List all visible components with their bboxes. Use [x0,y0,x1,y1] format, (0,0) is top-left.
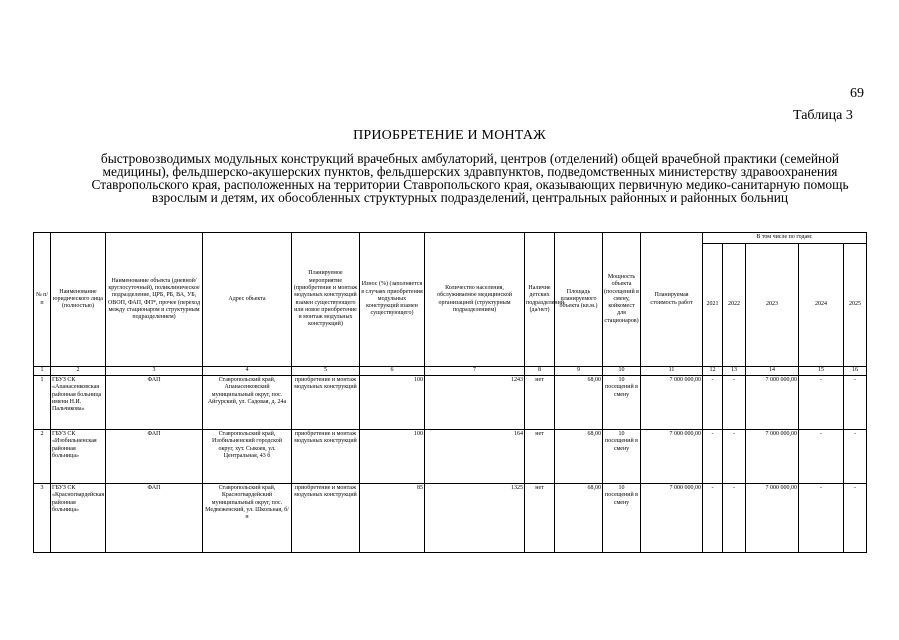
row-2021: - [703,484,723,553]
column-number: 12 [703,367,723,376]
column-number: 13 [723,367,746,376]
document-subtitle: быстровозводимых модульных конструкций врачебных амбулаторий, центров (отделений) общей врачебной практики (семейной медицины), фельдшерско-акушерских пунктов, фельдшерских здравпунктов, подведомственных министерству здравоохранения Ставропольского края, расположенных на территории Ставропольского края, оказывающих первичную медико-санитарную помощь взрослым и детям, их обособленных структурных подразделений, центральных районных и районных больниц [91,151,849,205]
row-capacity: 10 посещений в смену [603,430,641,484]
row-2025: - [844,376,867,430]
row-children: нет [525,484,555,553]
column-number: 8 [525,367,555,376]
header-org: Наименование юридического лица (полностью) [51,233,106,367]
row-measure: приобретение и монтаж модульных конструкций [292,376,360,430]
row-children: нет [525,430,555,484]
row-wear: 85 [360,484,425,553]
column-number: 2 [51,367,106,376]
header-wear: Износ (%) (заполняется в случаях приобретения модульных конструкций взамен существующего) [360,233,425,367]
row-num: 1 [34,376,51,430]
column-number: 9 [555,367,603,376]
document-title: ПРИОБРЕТЕНИЕ И МОНТАЖ [353,128,546,143]
column-number: 6 [360,367,425,376]
header-2025: 2025 [844,244,867,367]
row-2022: - [723,430,746,484]
row-population: 1325 [425,484,525,553]
row-address: Ставропольский край, Изобильненский городской округ, хут. Сыкоев, ул. Центральная, 43 б [203,430,292,484]
header-years-group: В том числе по годам: [703,233,867,244]
header-cost: Планируемая стоимость работ [641,233,703,367]
page-number: 69 [850,86,864,101]
row-2024: - [799,484,844,553]
row-object: ФАП [106,430,203,484]
row-2025: - [844,484,867,553]
header-object: Наименование объекта (дневной/круглосуточный), поликлиническое подразделение, ЦРБ, РБ, ВА, УБ, ОВОП, ФАП, ФП*, прочее (переход между стационаром и структурным подразделением) [106,233,203,367]
row-area: 68,00 [555,484,603,553]
row-org: ГБУЗ СК «Красногвардейская районная больница» [51,484,106,553]
header-population: Количество населения, обслуживаемое медицинской организацией (структурным подразделением) [425,233,525,367]
row-capacity: 10 посещений в смену [603,376,641,430]
column-number: 3 [106,367,203,376]
row-measure: приобретение и монтаж модульных конструкций [292,484,360,553]
row-2021: - [703,430,723,484]
header-2022: 2022 [723,244,746,367]
row-2024: - [799,430,844,484]
row-wear: 100 [360,376,425,430]
column-number: 16 [844,367,867,376]
row-address: Ставропольский край, Апанасенковский муниципальный округ, пос. Айгурский, ул. Садовая, д. 24а [203,376,292,430]
column-number: 11 [641,367,703,376]
header-2024: 2024 [799,244,844,367]
data-table [33,232,867,553]
column-number: 7 [425,367,525,376]
row-object: ФАП [106,484,203,553]
row-2021: - [703,376,723,430]
row-area: 68,00 [555,376,603,430]
row-measure: приобретение и монтаж модульных конструкций [292,430,360,484]
header-num: № п/п [34,233,51,367]
row-object: ФАП [106,376,203,430]
column-number-row [34,367,867,376]
row-population: 164 [425,430,525,484]
column-number: 1 [34,367,51,376]
row-children: нет [525,376,555,430]
row-2023: 7 000 000,00 [746,484,799,553]
row-wear: 100 [360,430,425,484]
row-2024: - [799,376,844,430]
header-address: Адрес объекта [203,233,292,367]
column-number: 10 [603,367,641,376]
row-org: ГБУЗ СК «Изобильненская районная больница» [51,430,106,484]
header-area: Площадь планируемого объекта (кв.м.) [555,233,603,367]
column-number: 4 [203,367,292,376]
header-measure: Планируемое мероприятие (приобретение и монтаж модульных конструкций взамен существующего или новое приобретение и монтаж модульных конструкций) [292,233,360,367]
row-2023: 7 000 000,00 [746,430,799,484]
row-num: 3 [34,484,51,553]
row-area: 68,00 [555,430,603,484]
row-num: 2 [34,430,51,484]
column-number: 15 [799,367,844,376]
row-population: 1243 [425,376,525,430]
header-capacity: Мощность объекта (посещений в смену, койкомест для стационаров) [603,233,641,367]
header-2023: 2023 [746,244,799,367]
table-row [34,376,867,430]
column-number: 14 [746,367,799,376]
table-row [34,484,867,553]
row-2022: - [723,484,746,553]
row-2025: - [844,430,867,484]
header-children: Наличие детских подразделений (да/нет) [525,233,555,367]
row-2023: 7 000 000,00 [746,376,799,430]
row-address: Ставропольский край, Красногвардейский муниципальный округ, пос. Медвеженский, ул. Школьная, б/н [203,484,292,553]
table-label: Таблица 3 [793,108,853,123]
table-row [34,430,867,484]
header-2021: 2021 [703,244,723,367]
row-cost: 7 000 000,00 [641,376,703,430]
row-org: ГБУЗ СК «Апанасенковская районная больница имени Н.И. Пальчикова» [51,376,106,430]
row-capacity: 10 посещений в смену [603,484,641,553]
row-cost: 7 000 000,00 [641,430,703,484]
row-cost: 7 000 000,00 [641,484,703,553]
column-number: 5 [292,367,360,376]
row-2022: - [723,376,746,430]
